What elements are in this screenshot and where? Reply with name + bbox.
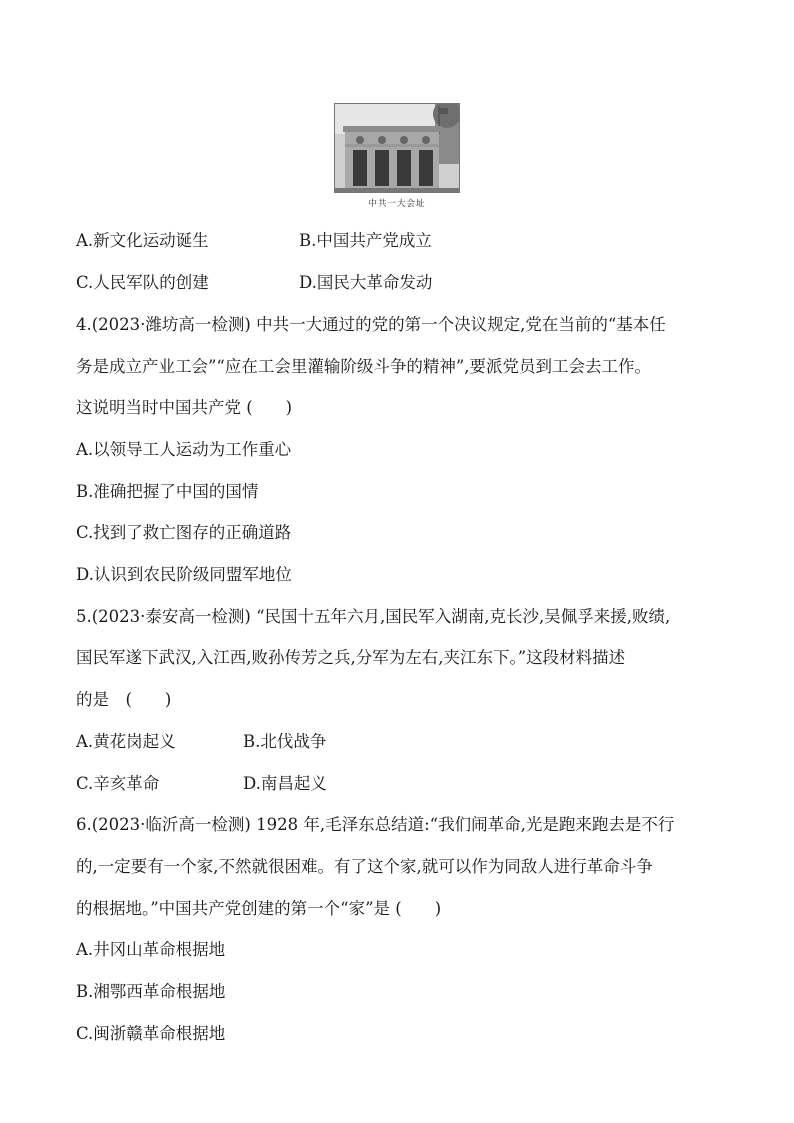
q5-stem-line-1: 5.(2023·泰安高一检测) “民国十五年六月,国民军入湖南,克长沙,吴佩孚来援,败绩, (76, 607, 671, 626)
q4-option-d[interactable]: D.认识到农民阶级同盟军地位 (76, 565, 292, 584)
q5-options-row-2 (76, 773, 327, 795)
q6-stem-line-1: 6.(2023·临沂高一检测) 1928 年,毛泽东总结道:“我们闹革命,光是跑来跑去是不行 (76, 815, 675, 834)
q3-options-row-1 (76, 230, 432, 252)
figure-caption: 中共一大会址 (368, 199, 426, 209)
q5-option-b[interactable]: B.北伐战争 (243, 732, 327, 751)
q4-stem-line-2: 务是成立产业工会”“应在工会里灌输阶级斗争的精神”,要派党员到工会去工作。 (76, 357, 652, 376)
q6-option-a[interactable]: A.井冈山革命根据地 (76, 940, 226, 959)
q5-stem-line-2: 国民军遂下武汉,入江西,败孙传芳之兵,分军为左右,夹江东下。”这段材料描述 (76, 648, 626, 667)
q6-stem-line-3: 的根据地。”中国共产党创建的第一个“家”是 ( ) (76, 899, 442, 918)
q3-options-row-2 (76, 272, 433, 294)
q4-option-a[interactable]: A.以领导工人运动为工作重心 (76, 440, 292, 459)
q5-option-a[interactable]: A.黄花岗起义 (76, 732, 176, 751)
q6-option-c[interactable]: C.闽浙赣革命根据地 (76, 1024, 226, 1043)
q4-stem-line-3: 这说明当时中国共产党 ( ) (76, 398, 293, 417)
q4-stem-line-1: 4.(2023·潍坊高一检测) 中共一大通过的党的第一个决议规定,党在当前的“基本任 (76, 315, 666, 334)
q3-option-d[interactable]: D.国民大革命发动 (299, 273, 433, 292)
q5-option-c[interactable]: C.辛亥革命 (76, 774, 160, 793)
q6-option-b[interactable]: B.湘鄂西革命根据地 (76, 982, 226, 1001)
q3-option-b[interactable]: B.中国共产党成立 (299, 231, 432, 250)
q4-option-b[interactable]: B.准确把握了中国的国情 (76, 482, 259, 501)
q5-option-d[interactable]: D.南昌起义 (243, 774, 327, 793)
q5-stem-line-3: 的是 ( ) (76, 690, 172, 709)
q4-option-c[interactable]: C.找到了救亡图存的正确道路 (76, 523, 292, 542)
figure (334, 103, 460, 209)
building-photo-icon (334, 103, 460, 193)
q5-options-row-1 (76, 731, 327, 753)
q6-stem-line-2: 的,一定要有一个家,不然就很困难。有了这个家,就可以作为同敌人进行革命斗争 (76, 857, 653, 876)
q3-option-a[interactable]: A.新文化运动诞生 (76, 231, 209, 250)
q3-option-c[interactable]: C.人民军队的创建 (76, 273, 209, 292)
